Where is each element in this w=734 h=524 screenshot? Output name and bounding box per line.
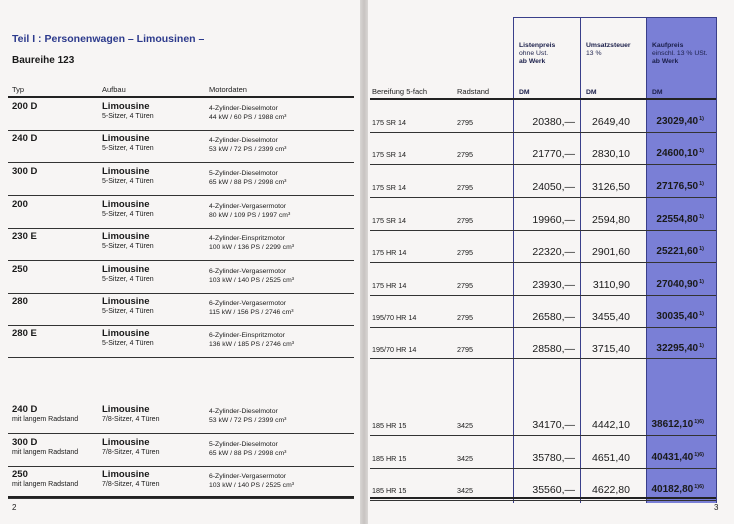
header-rule-right: [370, 98, 716, 100]
umsatzsteuer-cell: 2830,10: [592, 148, 630, 160]
page-title: Teil I : Personenwagen – Limousinen –: [12, 33, 205, 45]
row-motordaten: [209, 104, 286, 122]
typ-label: 200: [12, 199, 28, 210]
header-rule: [8, 96, 354, 98]
bottom-rule: [370, 497, 716, 499]
radstand-cell: 3425: [457, 486, 473, 495]
listenpreis-cell: 21770,—: [532, 148, 575, 160]
aufbau-label: Limousine: [102, 133, 150, 144]
bereifung-cell: 175 SR 14: [372, 150, 406, 159]
row-aufbau: [102, 199, 154, 219]
row-typ: [12, 231, 37, 242]
row-motordaten: [209, 202, 290, 220]
listenpreis-cell: 24050,—: [532, 181, 575, 193]
row-typ: [12, 328, 37, 339]
radstand-cell: 2795: [457, 183, 473, 192]
left-page: [0, 0, 360, 524]
row-aufbau: [102, 469, 159, 489]
umsatzsteuer-cell: 4442,10: [592, 419, 630, 431]
aufbau-sub: 5-Sitzer, 4 Türen: [102, 178, 154, 185]
kaufpreis-cell: [648, 214, 704, 225]
listenpreis-sub: ohne Ust.: [519, 50, 549, 57]
aufbau-label: Limousine: [102, 231, 150, 242]
bereifung-cell: 195/70 HR 14: [372, 313, 417, 322]
aufbau-label: Limousine: [102, 437, 150, 448]
motor-type: 6-Zylinder-Vergasermotor: [209, 300, 287, 307]
row-rule: [8, 195, 354, 196]
bereifung-cell: 175 SR 14: [372, 118, 406, 127]
typ-label: 230 E: [12, 231, 37, 242]
column-divider: [646, 17, 647, 503]
aufbau-sub: 5-Sitzer, 4 Türen: [102, 243, 154, 250]
listenpreis-cell: 22320,—: [532, 246, 575, 258]
unit-umsatzsteuer: DM: [586, 89, 597, 96]
umsatzsteuer-title: Umsatzsteuer: [586, 42, 631, 49]
typ-label: 300 D: [12, 166, 38, 177]
header-typ: Typ: [12, 85, 25, 94]
header-bereifung: Bereifung 5-fach: [372, 87, 428, 96]
kaufpreis-cell: [648, 484, 704, 495]
row-typ: [12, 469, 78, 489]
row-rule: [370, 197, 716, 198]
kaufpreis-value: 27040,90: [656, 279, 699, 290]
radstand-cell: 2795: [457, 313, 473, 322]
typ-sub: mit langem Radstand: [12, 481, 79, 488]
motor-type: 5-Zylinder-Dieselmotor: [209, 170, 278, 177]
kaufpreis-title: Kaufpreis: [652, 42, 684, 49]
motor-specs: 44 kW / 60 PS / 1988 cm³: [209, 114, 287, 121]
footnote-marker: 1)6): [694, 419, 704, 425]
kaufpreis-cell: [648, 419, 704, 430]
listenpreis-cell: 23930,—: [532, 279, 575, 291]
row-motordaten: [209, 136, 286, 154]
listenpreis-cell: 26580,—: [532, 311, 575, 323]
kaufpreis-value: 23029,40: [656, 116, 699, 127]
motor-specs: 115 kW / 156 PS / 2746 cm³: [209, 309, 294, 316]
row-typ: [12, 199, 28, 210]
row-rule: [8, 228, 354, 229]
umsatzsteuer-cell: 3715,40: [592, 343, 630, 355]
aufbau-sub: 7/8-Sitzer, 4 Türen: [102, 481, 160, 488]
motor-specs: 53 kW / 72 PS / 2399 cm³: [209, 417, 287, 424]
radstand-cell: 2795: [457, 281, 473, 290]
typ-label: 300 D: [12, 437, 38, 448]
row-aufbau: [102, 437, 159, 457]
row-rule: [8, 466, 354, 467]
aufbau-sub: 5-Sitzer, 4 Türen: [102, 308, 154, 315]
kaufpreis-sub2: ab Werk: [652, 58, 679, 65]
page-number-right: 3: [714, 503, 719, 512]
listenpreis-cell: 35560,—: [532, 484, 575, 496]
kaufpreis-cell: [648, 181, 704, 192]
kaufpreis-value: 22554,80: [656, 214, 699, 225]
header-radstand: Radstand: [457, 87, 490, 96]
radstand-cell: 2795: [457, 216, 473, 225]
radstand-cell: 2795: [457, 345, 473, 354]
row-rule: [8, 130, 354, 131]
row-motordaten: [209, 169, 286, 187]
motor-specs: 103 kW / 140 PS / 2525 cm³: [209, 482, 295, 489]
kaufpreis-cell: [648, 343, 704, 354]
motor-type: 6-Zylinder-Vergasermotor: [209, 473, 287, 480]
table-top-rule: [513, 17, 717, 18]
footnote-marker: 1): [699, 181, 704, 187]
radstand-cell: 2795: [457, 248, 473, 257]
row-motordaten: [209, 234, 294, 252]
series-subtitle: Baureihe 123: [12, 55, 75, 66]
unit-listenpreis: DM: [519, 89, 530, 96]
typ-label: 200 D: [12, 101, 38, 112]
radstand-cell: 2795: [457, 118, 473, 127]
row-motordaten: [209, 331, 294, 349]
kaufpreis-value: 30035,40: [656, 311, 699, 322]
listenpreis-cell: 34170,—: [532, 419, 575, 431]
bereifung-cell: 195/70 HR 14: [372, 345, 417, 354]
footnote-marker: 1): [699, 116, 704, 122]
listenpreis-title: Listenpreis: [519, 42, 556, 49]
bereifung-cell: 175 SR 14: [372, 216, 406, 225]
umsatzsteuer-cell: 4651,40: [592, 452, 630, 464]
bereifung-cell: 175 HR 14: [372, 281, 407, 290]
kaufpreis-cell: [648, 279, 704, 290]
footnote-marker: 1): [699, 311, 704, 317]
column-divider: [513, 17, 514, 503]
umsatzsteuer-cell: 3455,40: [592, 311, 630, 323]
listenpreis-sub2: ab Werk: [519, 58, 546, 65]
row-typ: [12, 133, 37, 144]
row-motordaten: [209, 472, 294, 490]
typ-label: 250: [12, 469, 28, 480]
row-rule: [8, 293, 354, 294]
row-aufbau: [102, 231, 154, 251]
aufbau-label: Limousine: [102, 199, 150, 210]
bereifung-cell: 185 HR 15: [372, 454, 407, 463]
row-rule: [8, 433, 354, 434]
row-rule: [8, 325, 354, 326]
kaufpreis-cell: [648, 116, 704, 127]
kaufpreis-value: 32295,40: [656, 343, 699, 354]
radstand-cell: 3425: [457, 421, 473, 430]
kaufpreis-cell: [648, 246, 704, 257]
aufbau-label: Limousine: [102, 404, 150, 415]
radstand-cell: 2795: [457, 150, 473, 159]
bereifung-cell: 185 HR 15: [372, 421, 407, 430]
kaufpreis-cell: [648, 452, 704, 463]
header-kaufpreis: [652, 42, 708, 66]
footnote-marker: 1): [699, 214, 704, 220]
row-rule: [370, 327, 716, 328]
kaufpreis-value: 27176,50: [656, 181, 699, 192]
aufbau-sub: 7/8-Sitzer, 4 Türen: [102, 449, 160, 456]
row-rule: [370, 295, 716, 296]
aufbau-label: Limousine: [102, 264, 150, 275]
row-aufbau: [102, 404, 159, 424]
typ-label: 240 D: [12, 133, 38, 144]
page-number-left: 2: [12, 503, 17, 512]
row-aufbau: [102, 101, 154, 121]
motor-specs: 65 kW / 88 PS / 2998 cm³: [209, 179, 287, 186]
row-aufbau: [102, 133, 154, 153]
motor-specs: 103 kW / 140 PS / 2525 cm³: [209, 277, 295, 284]
listenpreis-cell: 20380,—: [532, 116, 575, 128]
motor-type: 4-Zylinder-Dieselmotor: [209, 408, 278, 415]
aufbau-sub: 5-Sitzer, 4 Türen: [102, 340, 154, 347]
typ-label: 240 D: [12, 404, 38, 415]
aufbau-sub: 5-Sitzer, 4 Türen: [102, 211, 154, 218]
bereifung-cell: 175 SR 14: [372, 183, 406, 192]
motor-specs: 65 kW / 88 PS / 2998 cm³: [209, 450, 287, 457]
row-typ: [12, 404, 78, 424]
row-aufbau: [102, 264, 154, 284]
row-typ: [12, 437, 78, 457]
row-typ: [12, 101, 37, 112]
aufbau-label: Limousine: [102, 296, 150, 307]
kaufpreis-sub: einschl. 13 % USt.: [652, 50, 708, 57]
footnote-marker: 1): [699, 246, 704, 252]
row-motordaten: [209, 440, 286, 458]
unit-kaufpreis: DM: [652, 89, 663, 96]
motor-type: 4-Zylinder-Vergasermotor: [209, 203, 287, 210]
aufbau-label: Limousine: [102, 328, 150, 339]
row-rule: [370, 468, 716, 469]
typ-label: 280 E: [12, 328, 37, 339]
block-rule: [370, 358, 716, 359]
column-divider: [716, 17, 717, 503]
footnote-marker: 1): [699, 148, 704, 154]
row-rule: [370, 132, 716, 133]
motor-type: 4-Zylinder-Einspritzmotor: [209, 235, 285, 242]
row-rule: [8, 498, 354, 499]
row-typ: [12, 166, 37, 177]
book-gutter: [360, 0, 368, 524]
row-rule: [370, 262, 716, 263]
motor-type: 6-Zylinder-Einspritzmotor: [209, 332, 285, 339]
listenpreis-cell: 19960,—: [532, 214, 575, 226]
row-rule: [370, 435, 716, 436]
motor-type: 5-Zylinder-Dieselmotor: [209, 441, 278, 448]
umsatzsteuer-cell: 3110,90: [592, 279, 630, 291]
umsatzsteuer-cell: 2649,40: [592, 116, 630, 128]
motor-specs: 80 kW / 109 PS / 1997 cm³: [209, 212, 291, 219]
listenpreis-cell: 35780,—: [532, 452, 575, 464]
aufbau-label: Limousine: [102, 469, 150, 480]
kaufpreis-value: 40431,40: [651, 452, 694, 463]
umsatzsteuer-cell: 2901,60: [592, 246, 630, 258]
kaufpreis-value: 24600,10: [656, 148, 699, 159]
footnote-marker: 1)6): [694, 484, 704, 490]
row-motordaten: [209, 267, 294, 285]
header-listenpreis: [519, 42, 555, 66]
radstand-cell: 3425: [457, 454, 473, 463]
row-typ: [12, 296, 28, 307]
typ-sub: mit langem Radstand: [12, 449, 79, 456]
row-rule: [370, 230, 716, 231]
row-aufbau: [102, 328, 154, 348]
kaufpreis-cell: [648, 311, 704, 322]
footnote-marker: 1): [699, 279, 704, 285]
kaufpreis-cell: [648, 148, 704, 159]
header-umsatzsteuer: [586, 42, 631, 58]
row-typ: [12, 264, 28, 275]
typ-label: 250: [12, 264, 28, 275]
umsatzsteuer-cell: 2594,80: [592, 214, 630, 226]
aufbau-sub: 5-Sitzer, 4 Türen: [102, 145, 154, 152]
footnote-marker: 1): [699, 343, 704, 349]
umsatzsteuer-cell: 4622,80: [592, 484, 630, 496]
row-rule: [370, 500, 716, 501]
umsatzsteuer-sub: 13 %: [586, 50, 602, 57]
row-motordaten: [209, 407, 286, 425]
kaufpreis-value: 25221,60: [656, 246, 699, 257]
aufbau-label: Limousine: [102, 166, 150, 177]
footnote-marker: 1)6): [694, 452, 704, 458]
motor-specs: 53 kW / 72 PS / 2399 cm³: [209, 146, 287, 153]
row-aufbau: [102, 296, 154, 316]
motor-specs: 100 kW / 136 PS / 2299 cm³: [209, 244, 295, 251]
motor-type: 4-Zylinder-Dieselmotor: [209, 137, 278, 144]
umsatzsteuer-cell: 3126,50: [592, 181, 630, 193]
row-rule: [8, 260, 354, 261]
aufbau-label: Limousine: [102, 101, 150, 112]
bereifung-cell: 185 HR 15: [372, 486, 407, 495]
block-rule: [8, 357, 354, 358]
row-motordaten: [209, 299, 294, 317]
bereifung-cell: 175 HR 14: [372, 248, 407, 257]
header-aufbau: Aufbau: [102, 85, 126, 94]
aufbau-sub: 7/8-Sitzer, 4 Türen: [102, 416, 160, 423]
kaufpreis-value: 40182,80: [651, 484, 694, 495]
motor-type: 4-Zylinder-Dieselmotor: [209, 105, 278, 112]
typ-sub: mit langem Radstand: [12, 416, 79, 423]
typ-label: 280: [12, 296, 28, 307]
row-aufbau: [102, 166, 154, 186]
header-motordaten: Motordaten: [209, 85, 247, 94]
row-rule: [370, 164, 716, 165]
motor-type: 6-Zylinder-Vergasermotor: [209, 268, 287, 275]
column-divider: [580, 17, 581, 503]
kaufpreis-value: 38612,10: [651, 419, 694, 430]
motor-specs: 136 kW / 185 PS / 2746 cm³: [209, 341, 295, 348]
aufbau-sub: 5-Sitzer, 4 Türen: [102, 113, 154, 120]
row-rule: [8, 162, 354, 163]
aufbau-sub: 5-Sitzer, 4 Türen: [102, 276, 154, 283]
bottom-rule: [8, 496, 354, 498]
listenpreis-cell: 28580,—: [532, 343, 575, 355]
